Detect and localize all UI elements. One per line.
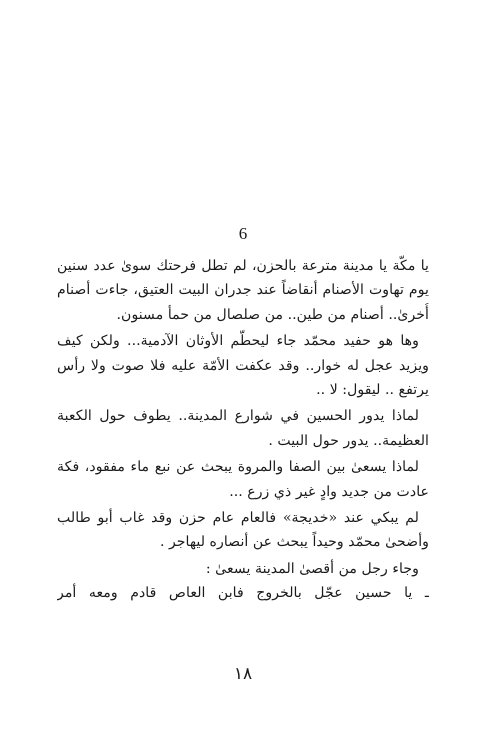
text-line: لماذا يسعىٰ بين الصفا والمروة يبحث عن نبع ماء مفقود، فكة: [57, 459, 419, 476]
paragraph: [57, 254, 429, 327]
text-line: أُخرىٰ.. أصنام من طين.. من صلصال من حمأ مسنون.: [116, 306, 429, 323]
text-line: عادت من جديد وادٍ غير ذي زرع ...: [229, 483, 429, 500]
paragraph: [57, 329, 429, 402]
paragraph: [57, 404, 429, 453]
text-line: ويزيد عجل له خوار.. وقد عكفت الأمّة عليه فلا صوت ولا رأس: [57, 357, 429, 374]
body-text: [57, 254, 429, 608]
section-number: 6: [238, 224, 248, 243]
page-number: ١٨: [233, 664, 253, 684]
text-line: يرتفع .. ليقول: لا ..: [316, 382, 429, 399]
text-line: لم يبكي عند «خديجة» فالعام عام حزن وقد غاب أبو طالب: [57, 510, 419, 527]
text-line: يوم تهاوت الأصنام أنقاضاً عند جدران البيت العتيق، جاءت أصنام: [57, 282, 429, 299]
text-line: وأضحىٰ محمّد وحيداً يبحث عن أنصاره ليهاجر .: [159, 534, 429, 551]
paragraph: [57, 557, 429, 606]
text-line: وجاء رجل من أقصىٰ المدينة يسعىٰ :: [205, 560, 419, 577]
text-line: لماذا يدور الحسين في شوارع المدينة.. يطوف حول الكعبة: [57, 408, 419, 425]
text-line: العظيمة.. يدور حول البيت .: [268, 432, 429, 449]
text-line: يا مكّة يا مدينة مترعة بالحزن، لم تطل فرحتك سوىٰ عدد سنين: [57, 258, 429, 274]
text-line: ـ يا حسين عجّل بالخروج فابن العاص قادم ومعه أمر: [57, 585, 429, 602]
paragraph: [57, 506, 429, 555]
text-line: وها هو حفيد محمّد جاء ليحطّم الأوثان الآدمية... ولكن كيف: [57, 333, 419, 350]
paragraph: [57, 455, 429, 504]
